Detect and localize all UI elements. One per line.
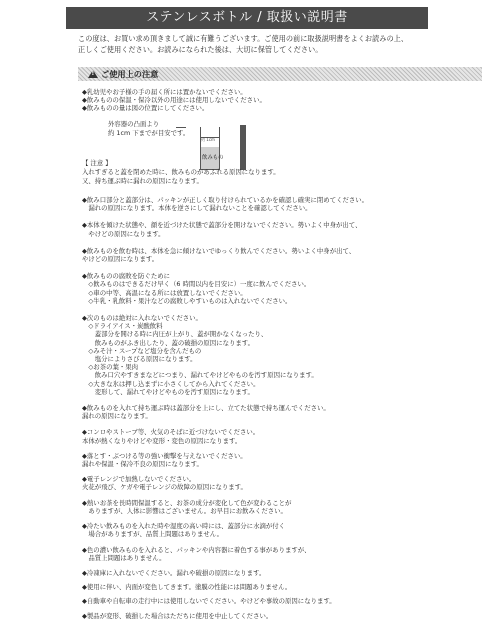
caution-line: ◇ドライアイス・炭酸飲料 — [82, 322, 163, 331]
caution-item — [82, 597, 482, 605]
caution-line: ◆熱いお茶を長時間保温すると、お茶の成分が変化して色が変わることが — [82, 498, 292, 507]
caution-line: ありますが、人体に影響はございません。お早目にお飲みください。 — [82, 506, 287, 515]
note-block — [82, 159, 482, 186]
caution-line: ◇牛乳・乳飲料・果汁などの腐敗しやすいものは入れないでください。 — [82, 296, 292, 305]
caution-line: 漏れの原因になります。本体を逆さにして漏れないことを確認してください。 — [82, 204, 312, 213]
caution-line: 漏れや保温・保冷不良の原因になります。 — [82, 460, 203, 469]
caution-item — [82, 196, 482, 212]
caution-line: ◇車の中等、高温になる所には放置しないでください。 — [82, 288, 247, 297]
figure-note-line: 約 1cm 下までが目安です。 — [108, 129, 190, 137]
caution-line: ◇みそ汁・スープなど塩分を含んだもの — [82, 346, 202, 355]
caution-line: やけどの原因になります。 — [82, 255, 159, 264]
list-item: ◆飲みものの量は図の位置にしてください。 — [82, 104, 209, 113]
caution-line: ◆電子レンジで加熱しないでください。 — [82, 475, 196, 484]
caution-line: 飲み口穴やすきまなどにつまり、漏れてやけどやものを汚す原因になります。 — [82, 371, 318, 380]
warning-icon — [88, 70, 98, 78]
figure-mark: 約 1cm — [201, 137, 215, 142]
manual-title: ステンレスボトル / 取扱い説明書 — [66, 7, 428, 29]
caution-item — [82, 452, 482, 468]
caution-line: ◆飲みものの腐敗を防ぐために — [82, 272, 170, 281]
intro-line: 正しくご使用ください。お読みになられた後は、大切に保管してください。 — [78, 44, 323, 54]
caution-line: ◇飲みものはできるだけ早く（6 時間以内を目安に）一度に飲んでください。 — [82, 280, 311, 289]
caution-item — [82, 475, 482, 491]
caution-line: ◆色の濃い飲みものを入れると、パッキンや内容器に着色する事がありますが、 — [82, 545, 311, 554]
note-heading: 【 注意 】 — [82, 159, 112, 167]
caution-line: 変形して、漏れてやけどやものを汚す原因になります。 — [82, 387, 254, 396]
caution-line: ◆本体を傾けた状態や、顔を近づけた状態で蓋部分を開けないでください。勢いよく中身が出て、 — [82, 221, 362, 230]
caution-line: 漏れの原因になります。 — [82, 412, 152, 421]
figure-note-line: 外容器の凸面より — [108, 120, 160, 128]
caution-item — [82, 612, 482, 620]
caution-item — [82, 499, 482, 515]
caution-line: 蓋部分を開ける時に内圧が上がり、蓋が開かなくなったり、 — [82, 330, 268, 339]
list-item: ◆乳幼児やお子様の手の届く所には置かないでください。 — [82, 88, 247, 96]
caution-line: ◇大きな氷は押し込まずに小さくしてから入れてください。 — [82, 379, 260, 388]
caution-item — [82, 546, 482, 562]
caution-item — [82, 272, 482, 305]
caution-item — [82, 428, 482, 444]
caution-item — [82, 247, 482, 263]
caution-item — [82, 522, 482, 538]
caution-line: ◇お茶の葉・果肉 — [82, 363, 139, 372]
figure-label: 飲みもの — [202, 155, 224, 161]
note-line: 入れすぎると蓋を閉めた時に、飲みものがあふれる原因になります。 — [82, 168, 280, 176]
caution-item — [82, 404, 482, 420]
caution-line: 品質上問題はありません。 — [82, 553, 166, 562]
caution-line: ◆落とす・ぶつける等の強い衝撃を与えないでください。 — [82, 451, 247, 460]
intro-line: この度は、お買い求め頂きまして誠に有難うございます。ご使用の前に取扱説明書をよくお読みの上、 — [78, 34, 409, 43]
caution-line: ◆冷たい飲みものを入れた時や湿度の高い時には、蓋部分に水滴が付く — [82, 522, 286, 531]
figure-note — [108, 120, 189, 138]
caution-line: ◆次のものは絶対に入れないでください。 — [82, 314, 202, 323]
caution-item — [82, 583, 482, 591]
caution-line: 場合がありますが、品質上問題はありません。 — [82, 530, 223, 539]
section1-list — [82, 88, 482, 113]
intro-text — [78, 34, 478, 55]
caution-item — [82, 314, 482, 396]
caution-line: 火花が飛び、ケガや電子レンジの故障の原因になります。 — [82, 483, 247, 492]
caution-item — [82, 221, 482, 237]
caution-line: ◆製品が変形、破損した場合はただちに使用を中止してください。 — [82, 611, 273, 620]
caution-line: 飲みものがふき出したり、蓋の破損の原因になります。 — [82, 338, 255, 347]
caution-line: ◆冷凍庫に入れないでください。漏れや破損の原因になります。 — [82, 568, 266, 577]
caution-line: やけどの原因になります。 — [82, 229, 165, 238]
caution-item — [82, 569, 482, 577]
caution-header — [78, 67, 482, 81]
caution-line: 塩分によりさびる原因になります。 — [82, 355, 197, 364]
figure-leader-line — [176, 127, 186, 128]
caution-line: ◆飲みものを飲む時は、本体を急に傾けないでゆっくり飲んでください。勢いよく中身が出て、 — [82, 246, 356, 255]
caution-line: ◆飲み口部分と蓋部分は、パッキンが正しく取り付けられているかを確認し確実に閉めてください。 — [82, 196, 369, 204]
caution-line: ◆使用に伴い、内面が変色してきます。塗膜の性能には問題ありません。 — [82, 583, 292, 592]
note-line: 又、持ち運ぶ時に漏れの原因になります。 — [82, 177, 203, 185]
caution-label — [88, 67, 158, 81]
caution-line: ◆飲みものを入れて持ち運ぶ時は蓋部分を上にし、立てた状態で持ち運んでください。 — [82, 404, 330, 413]
caution-list — [82, 196, 482, 626]
caution-line: 本体が熱くなりやけどや変形・変色の原因になります。 — [82, 436, 242, 445]
caution-line: ◆コンロやストーブ等、火気のそばに近づけないでください。 — [82, 428, 260, 437]
list-item: ◆飲みものの保温・保冷以外の用途には使用しないでください。 — [82, 96, 266, 105]
caution-line: ◆自動車や自転車の走行中には使用しないでください。やけどや事故の原因になります。 — [82, 597, 336, 606]
caution-title: ご使用上の注意 — [101, 69, 159, 79]
